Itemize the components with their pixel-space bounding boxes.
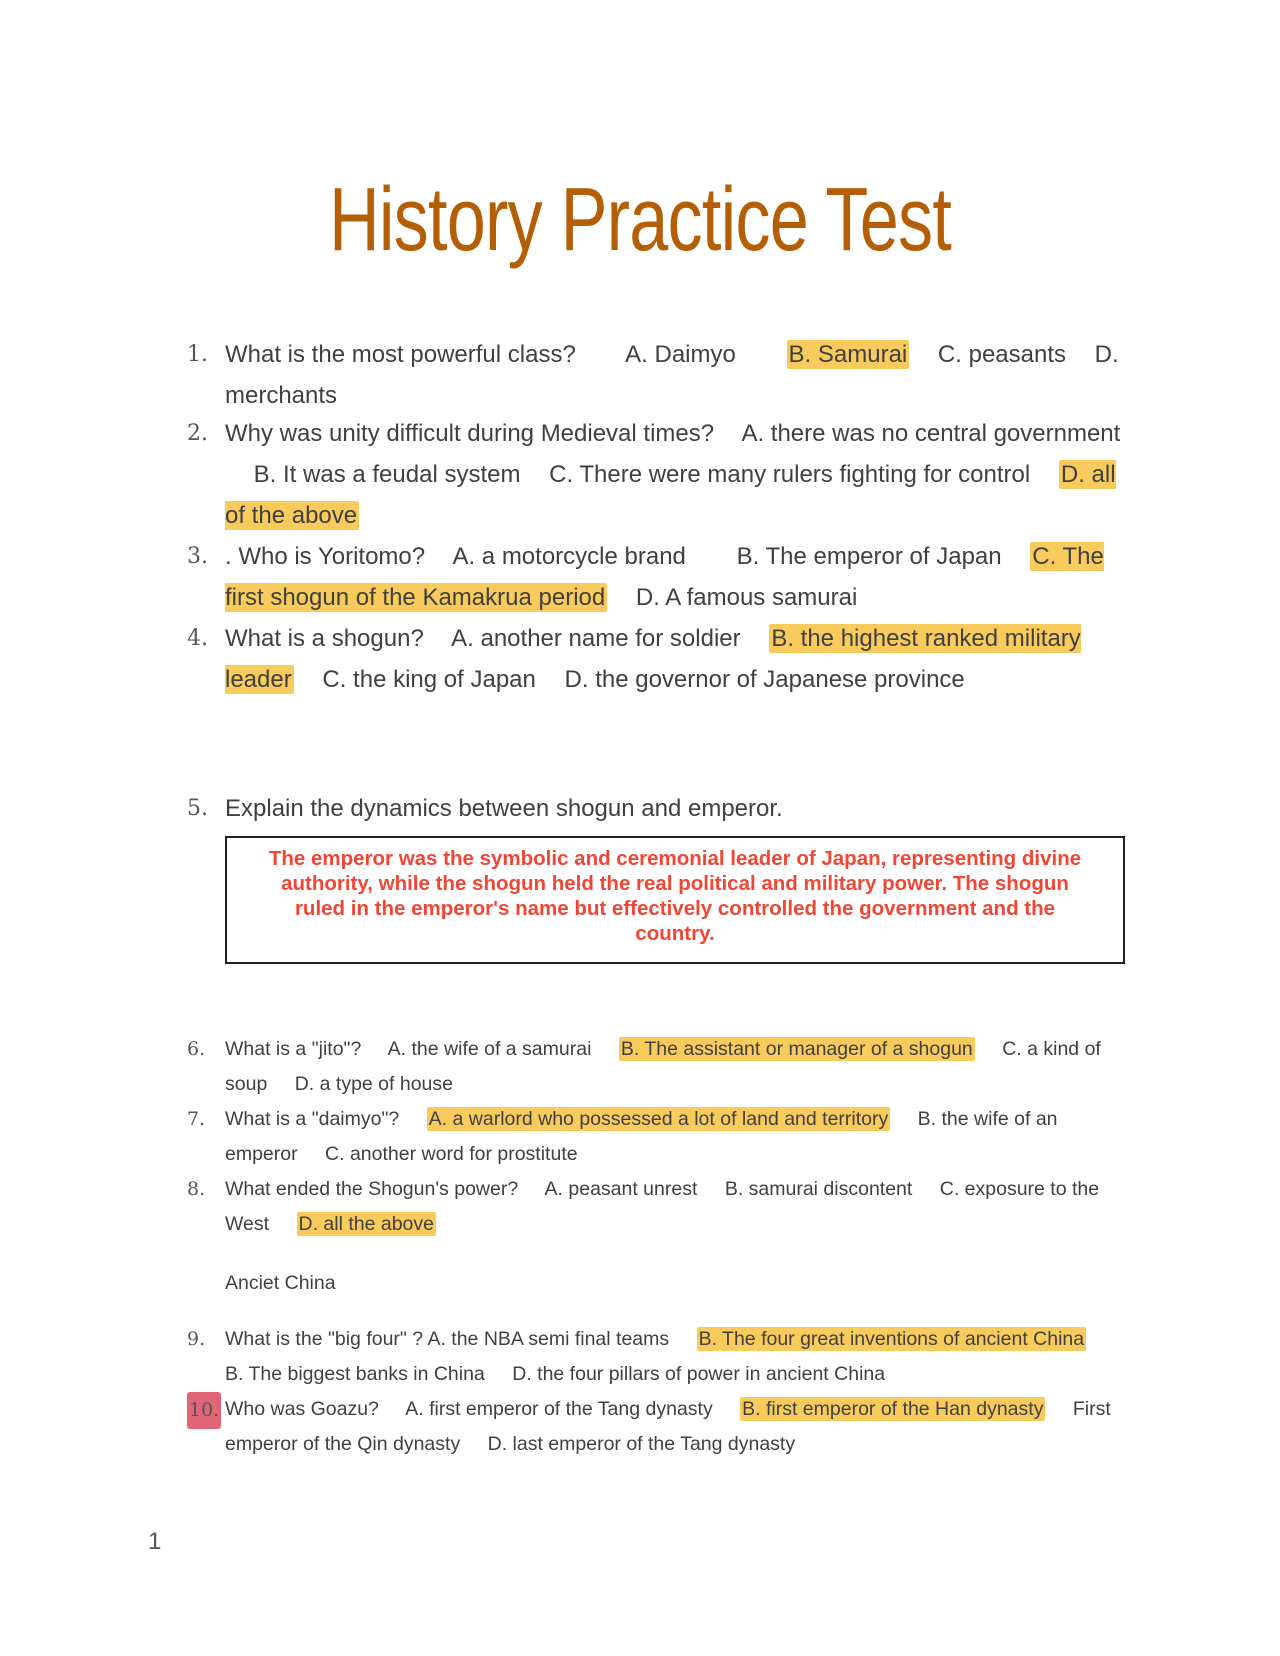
question-text: What is a "daimyo"? [225, 1108, 400, 1130]
question-text: What is the "big four" ? A. the NBA semi final teams [225, 1328, 670, 1350]
page-number: 1 [148, 1528, 162, 1555]
question-text: What ended the Shogun's power? [225, 1178, 519, 1200]
option-d: D. merchants [225, 341, 1119, 409]
question-text: What is a shogun? [225, 625, 424, 652]
question-2 [187, 413, 1125, 536]
option-b-highlighted: B. The assistant or manager of a shogun [620, 1038, 973, 1060]
option-b-highlighted: B. the highest ranked military leader [225, 625, 1081, 693]
option-c: C. another word for prostitute [325, 1143, 578, 1165]
question-8 [187, 1172, 1125, 1242]
page-title: History Practice Test [328, 170, 952, 270]
option-d-highlighted: D. all of the above [225, 461, 1116, 529]
option-b-highlighted: B. Samurai [788, 341, 908, 368]
option-c: C. peasants [937, 341, 1066, 368]
question-9 [187, 1322, 1125, 1392]
question-text: Why was unity difficult during Medieval times? [225, 420, 715, 447]
option-d: D. the four pillars of power in ancient China [512, 1363, 886, 1385]
option-b: B. the wife of an emperor [225, 1108, 1058, 1165]
option-c: C. There were many rulers fighting for control [549, 461, 1031, 488]
question-1 [187, 334, 1125, 416]
option-a: A. first emperor of the Tang dynasty [405, 1398, 713, 1420]
option-c: First emperor of the Qin dynasty [225, 1398, 1111, 1455]
option-a-highlighted: A. a warlord who possessed a lot of land and territory [428, 1108, 889, 1130]
option-b-highlighted: B. The four great inventions of ancient China [698, 1328, 1085, 1350]
option-d: D. last emperor of the Tang dynasty [487, 1433, 796, 1455]
option-b: B. It was a feudal system [253, 461, 521, 488]
option-a: A. peasant unrest [544, 1178, 698, 1200]
question-10 [189, 1392, 1125, 1462]
question-7 [187, 1102, 1125, 1172]
question-5 [187, 788, 1125, 829]
question-number: 2. [187, 421, 208, 446]
option-d: D. the governor of Japanese province [564, 666, 965, 693]
option-b-highlighted: B. first emperor of the Han dynasty [742, 1398, 1044, 1420]
question-number-highlighted: 10. [187, 1392, 221, 1429]
option-d: D. a type of house [294, 1073, 453, 1095]
question-6 [187, 1032, 1125, 1102]
option-a: A. a motorcycle brand [452, 543, 686, 570]
option-a: A. the wife of a samurai [387, 1038, 592, 1060]
question-number: 5. [187, 796, 208, 821]
question-number: 9. [187, 1328, 206, 1350]
option-d: D. A famous samurai [635, 584, 858, 611]
option-c: C. exposure to the West [225, 1178, 1100, 1235]
option-c: C. a kind of soup [225, 1038, 1101, 1095]
question-number: 4. [187, 626, 208, 651]
option-c: C. the king of Japan [322, 666, 536, 693]
question-text: Explain the dynamics between shogun and emperor. [225, 795, 783, 822]
section-heading: Anciet China [225, 1272, 336, 1294]
question-text: . Who is Yoritomo? [225, 543, 426, 570]
option-c-highlighted: C. The first shogun of the Kamakrua period [225, 543, 1104, 611]
question-number: 3. [187, 544, 208, 569]
question-number: 7. [187, 1108, 206, 1130]
question-3 [187, 536, 1125, 618]
option-a: A. another name for soldier [451, 625, 741, 652]
question-number: 6. [187, 1038, 206, 1060]
option-a: A. Daimyo [625, 341, 736, 368]
option-b: B. samurai discontent [724, 1178, 913, 1200]
answer-box: The emperor was the symbolic and ceremonial leader of Japan, representing divine authority, while the shogun held the real political and military power. The shogun ruled in the emperor's name but effectively controlled the government and the country. [225, 836, 1125, 964]
question-text: What is a "jito"? [225, 1038, 362, 1060]
question-number: 8. [187, 1178, 206, 1200]
option-b: B. The emperor of Japan [736, 543, 1002, 570]
question-text: Who was Goazu? [225, 1398, 379, 1420]
question-4 [187, 618, 1125, 700]
question-text: What is the most powerful class? [225, 341, 576, 368]
option-d-highlighted: D. all the above [298, 1213, 435, 1235]
option-b-alt: B. The biggest banks in China [225, 1363, 485, 1385]
question-number: 1. [187, 342, 208, 367]
option-a: A. there was no central government [741, 420, 1121, 447]
